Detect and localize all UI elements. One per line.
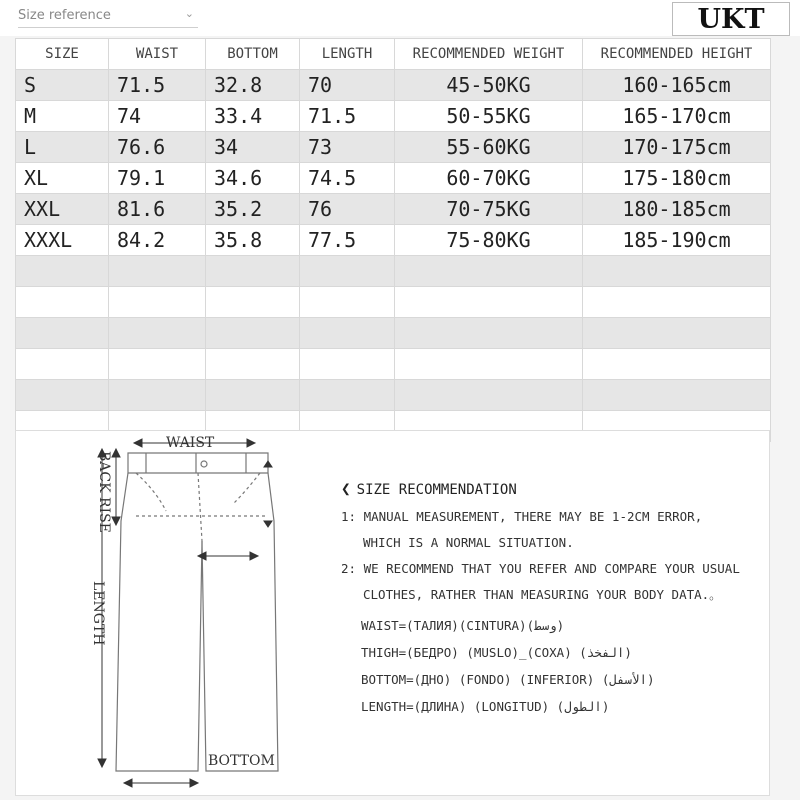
table-row [16,101,771,132]
table-cell [395,318,583,349]
table-cell [300,349,395,380]
length-label: LENGTH [90,581,106,646]
note-2 [341,556,771,608]
table-cell [109,287,206,318]
table-cell: 55-60KG [395,132,583,163]
table-cell [206,256,300,287]
table-cell: XXXL [16,225,109,256]
table-cell: 84.2 [109,225,206,256]
table-row [16,163,771,194]
table-cell [16,256,109,287]
table-cell [300,318,395,349]
table-cell: 76.6 [109,132,206,163]
table-row [16,318,771,349]
definition-thigh: THIGH=(БЕДРО) (MUSLO)_(COXA) (الفخذ) [361,645,632,660]
table-cell [583,318,771,349]
table-row [16,194,771,225]
back-rise-label: BACK RISE [96,451,112,533]
table-cell: M [16,101,109,132]
recommendation-title-row [341,479,771,498]
note-1-line-2: WHICH IS A NORMAL SITUATION. [363,535,574,550]
table-cell: 73 [300,132,395,163]
table-cell [300,256,395,287]
table-cell [300,380,395,411]
table-cell: 74.5 [300,163,395,194]
table-cell [206,287,300,318]
table-cell: XL [16,163,109,194]
table-cell: 175-180cm [583,163,771,194]
table-cell [16,318,109,349]
table-cell [300,287,395,318]
table-cell [109,256,206,287]
note-1-line-1: 1: MANUAL MEASUREMENT, THERE MAY BE 1-2CM ERROR, [341,509,703,524]
table-row [16,132,771,163]
table-cell: 71.5 [109,70,206,101]
table-cell: 71.5 [300,101,395,132]
table-header-row [16,39,771,70]
size-reference-dropdown[interactable] [18,8,198,28]
table-cell: 170-175cm [583,132,771,163]
table-cell [206,380,300,411]
table-cell [583,349,771,380]
table-cell [395,349,583,380]
header-recommended-height: RECOMMENDED HEIGHT [583,39,771,70]
table-cell: 180-185cm [583,194,771,225]
header-size: SIZE [16,39,109,70]
table-cell: 35.8 [206,225,300,256]
measurement-definitions [341,612,771,720]
bottom-label: BOTTOM [208,753,275,769]
table-row [16,70,771,101]
note-2-line-2: CLOTHES, RATHER THAN MEASURING YOUR BODY DATA.。 [363,587,722,602]
table-cell [583,380,771,411]
table-row [16,225,771,256]
brand-logo: UKT [672,2,790,36]
table-cell: 74 [109,101,206,132]
chevron-left-icon: ❮ [341,479,351,498]
header-bottom: BOTTOM [206,39,300,70]
note-1 [341,504,771,556]
table-cell [109,318,206,349]
table-cell [583,256,771,287]
definition-waist: WAIST=(ТАЛИЯ)(CINTURA)(وسط) [361,618,565,633]
size-reference-label: Size reference [18,8,111,23]
top-bar [0,0,800,36]
table-row [16,380,771,411]
table-cell: 35.2 [206,194,300,225]
table-cell: 70 [300,70,395,101]
table-cell: S [16,70,109,101]
table-cell: XXL [16,194,109,225]
header-length: LENGTH [300,39,395,70]
table-cell [16,349,109,380]
table-cell: 75-80KG [395,225,583,256]
size-recommendation [341,479,771,720]
table-cell: 60-70KG [395,163,583,194]
table-cell [395,287,583,318]
table-cell: L [16,132,109,163]
table-cell: 33.4 [206,101,300,132]
table-cell: 81.6 [109,194,206,225]
recommendation-title: SIZE RECOMMENDATION [356,482,517,498]
table-cell: 45-50KG [395,70,583,101]
table-cell [206,349,300,380]
table-row [16,256,771,287]
pants-diagram [16,431,336,797]
table-row [16,349,771,380]
definition-length: LENGTH=(ДЛИНА) (LONGITUD) (الطول) [361,699,610,714]
definition-bottom: BOTTOM=(ДНО) (FONDO) (INFERIOR) (الأسفل) [361,672,655,687]
table-cell [395,380,583,411]
table-cell: 79.1 [109,163,206,194]
chevron-down-icon: ⌄ [184,7,194,20]
table-cell: 34.6 [206,163,300,194]
table-cell: 77.5 [300,225,395,256]
size-guide-panel [15,430,770,796]
table-cell [206,318,300,349]
table-cell: 32.8 [206,70,300,101]
table-row [16,287,771,318]
table-cell: 76 [300,194,395,225]
table-cell: 70-75KG [395,194,583,225]
size-chart-table [15,38,771,442]
table-cell [16,380,109,411]
table-cell: 165-170cm [583,101,771,132]
table-cell: 50-55KG [395,101,583,132]
table-cell [109,380,206,411]
table-cell [16,287,109,318]
header-waist: WAIST [109,39,206,70]
table-cell [583,287,771,318]
table-cell [395,256,583,287]
table-cell: 160-165cm [583,70,771,101]
waist-label: WAIST [166,435,215,451]
table-cell [109,349,206,380]
note-2-line-1: 2: WE RECOMMEND THAT YOU REFER AND COMPARE YOUR USUAL [341,561,740,576]
pants-outline-drawing [16,431,336,797]
table-cell: 34 [206,132,300,163]
header-recommended-weight: RECOMMENDED WEIGHT [395,39,583,70]
table-cell: 185-190cm [583,225,771,256]
